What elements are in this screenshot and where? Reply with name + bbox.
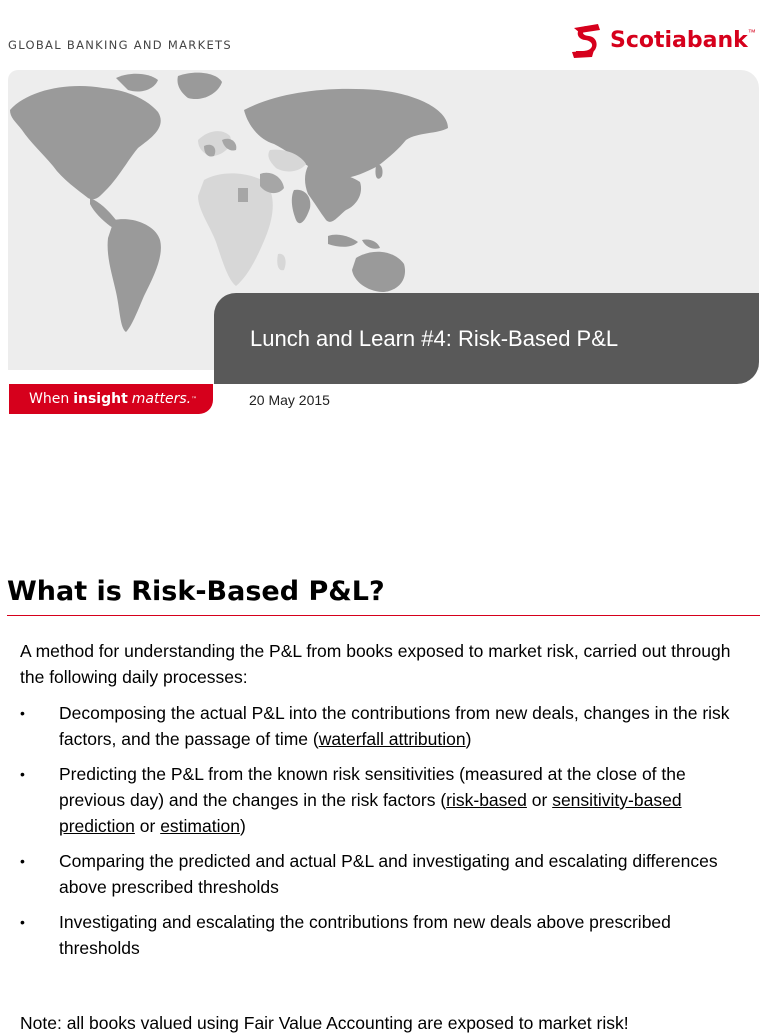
bullet-dot: • bbox=[20, 705, 25, 721]
bullet-dot: • bbox=[20, 766, 25, 782]
bullet-text: ) bbox=[239, 816, 246, 836]
underlined-term: sensitivity-based prediction bbox=[59, 790, 682, 836]
bullet-dot: • bbox=[20, 914, 25, 930]
footnote: Note: all books valued using Fair Value Accounting are exposed to market risk! bbox=[20, 1013, 629, 1033]
bullet-text: Predicting the P&L from the known risk sensitivities (measured at the close of the previous day) and the changes in the risk factors ( bbox=[59, 764, 686, 810]
slide-heading: What is Risk-Based P&L? bbox=[7, 576, 385, 607]
bullet-text: or bbox=[526, 790, 553, 810]
presentation-date: 20 May 2015 bbox=[249, 392, 330, 408]
tagline-when: When bbox=[29, 391, 70, 407]
underlined-term: estimation bbox=[160, 816, 240, 836]
bullet-item bbox=[20, 848, 740, 900]
presentation-title: Lunch and Learn #4: Risk-Based P&L bbox=[250, 325, 619, 351]
tagline-badge bbox=[9, 384, 213, 414]
bullet-text: or bbox=[134, 816, 161, 836]
title-bar bbox=[214, 293, 759, 384]
underlined-term: risk-based bbox=[446, 790, 527, 810]
content-slide bbox=[0, 560, 768, 1033]
bullet-text: Decomposing the actual P&L into the contributions from new deals, changes in the risk factors, and the passage of time ( bbox=[59, 703, 730, 749]
scotiabank-logo bbox=[570, 20, 756, 60]
scotiabank-s-icon bbox=[570, 22, 604, 58]
brand-name: Scotiabank bbox=[610, 27, 748, 53]
bullet-dot: • bbox=[20, 853, 25, 869]
bullet-item bbox=[20, 909, 740, 961]
bullet-text: Comparing the predicted and actual P&L and investigating and escalating differences above prescribed thresholds bbox=[59, 851, 718, 897]
bullet-item bbox=[20, 700, 740, 752]
intro-paragraph: A method for understanding the P&L from books exposed to market risk, carried out through the following daily processes: bbox=[20, 641, 731, 687]
bullet-item bbox=[20, 761, 740, 839]
division-label: GLOBAL BANKING AND MARKETS bbox=[8, 38, 232, 52]
bullet-list bbox=[20, 700, 740, 970]
tagline-insight: insight bbox=[73, 391, 128, 407]
underlined-term: waterfall attribution bbox=[318, 729, 466, 749]
tagline-trademark: ™ bbox=[191, 395, 198, 403]
heading-divider bbox=[7, 615, 760, 616]
brand-trademark: ™ bbox=[747, 27, 756, 37]
bullet-text: Investigating and escalating the contributions from new deals above prescribed thresholds bbox=[59, 912, 671, 958]
bullet-text: ) bbox=[465, 729, 472, 749]
title-slide bbox=[0, 0, 768, 430]
tagline-matters: matters. bbox=[131, 391, 192, 407]
